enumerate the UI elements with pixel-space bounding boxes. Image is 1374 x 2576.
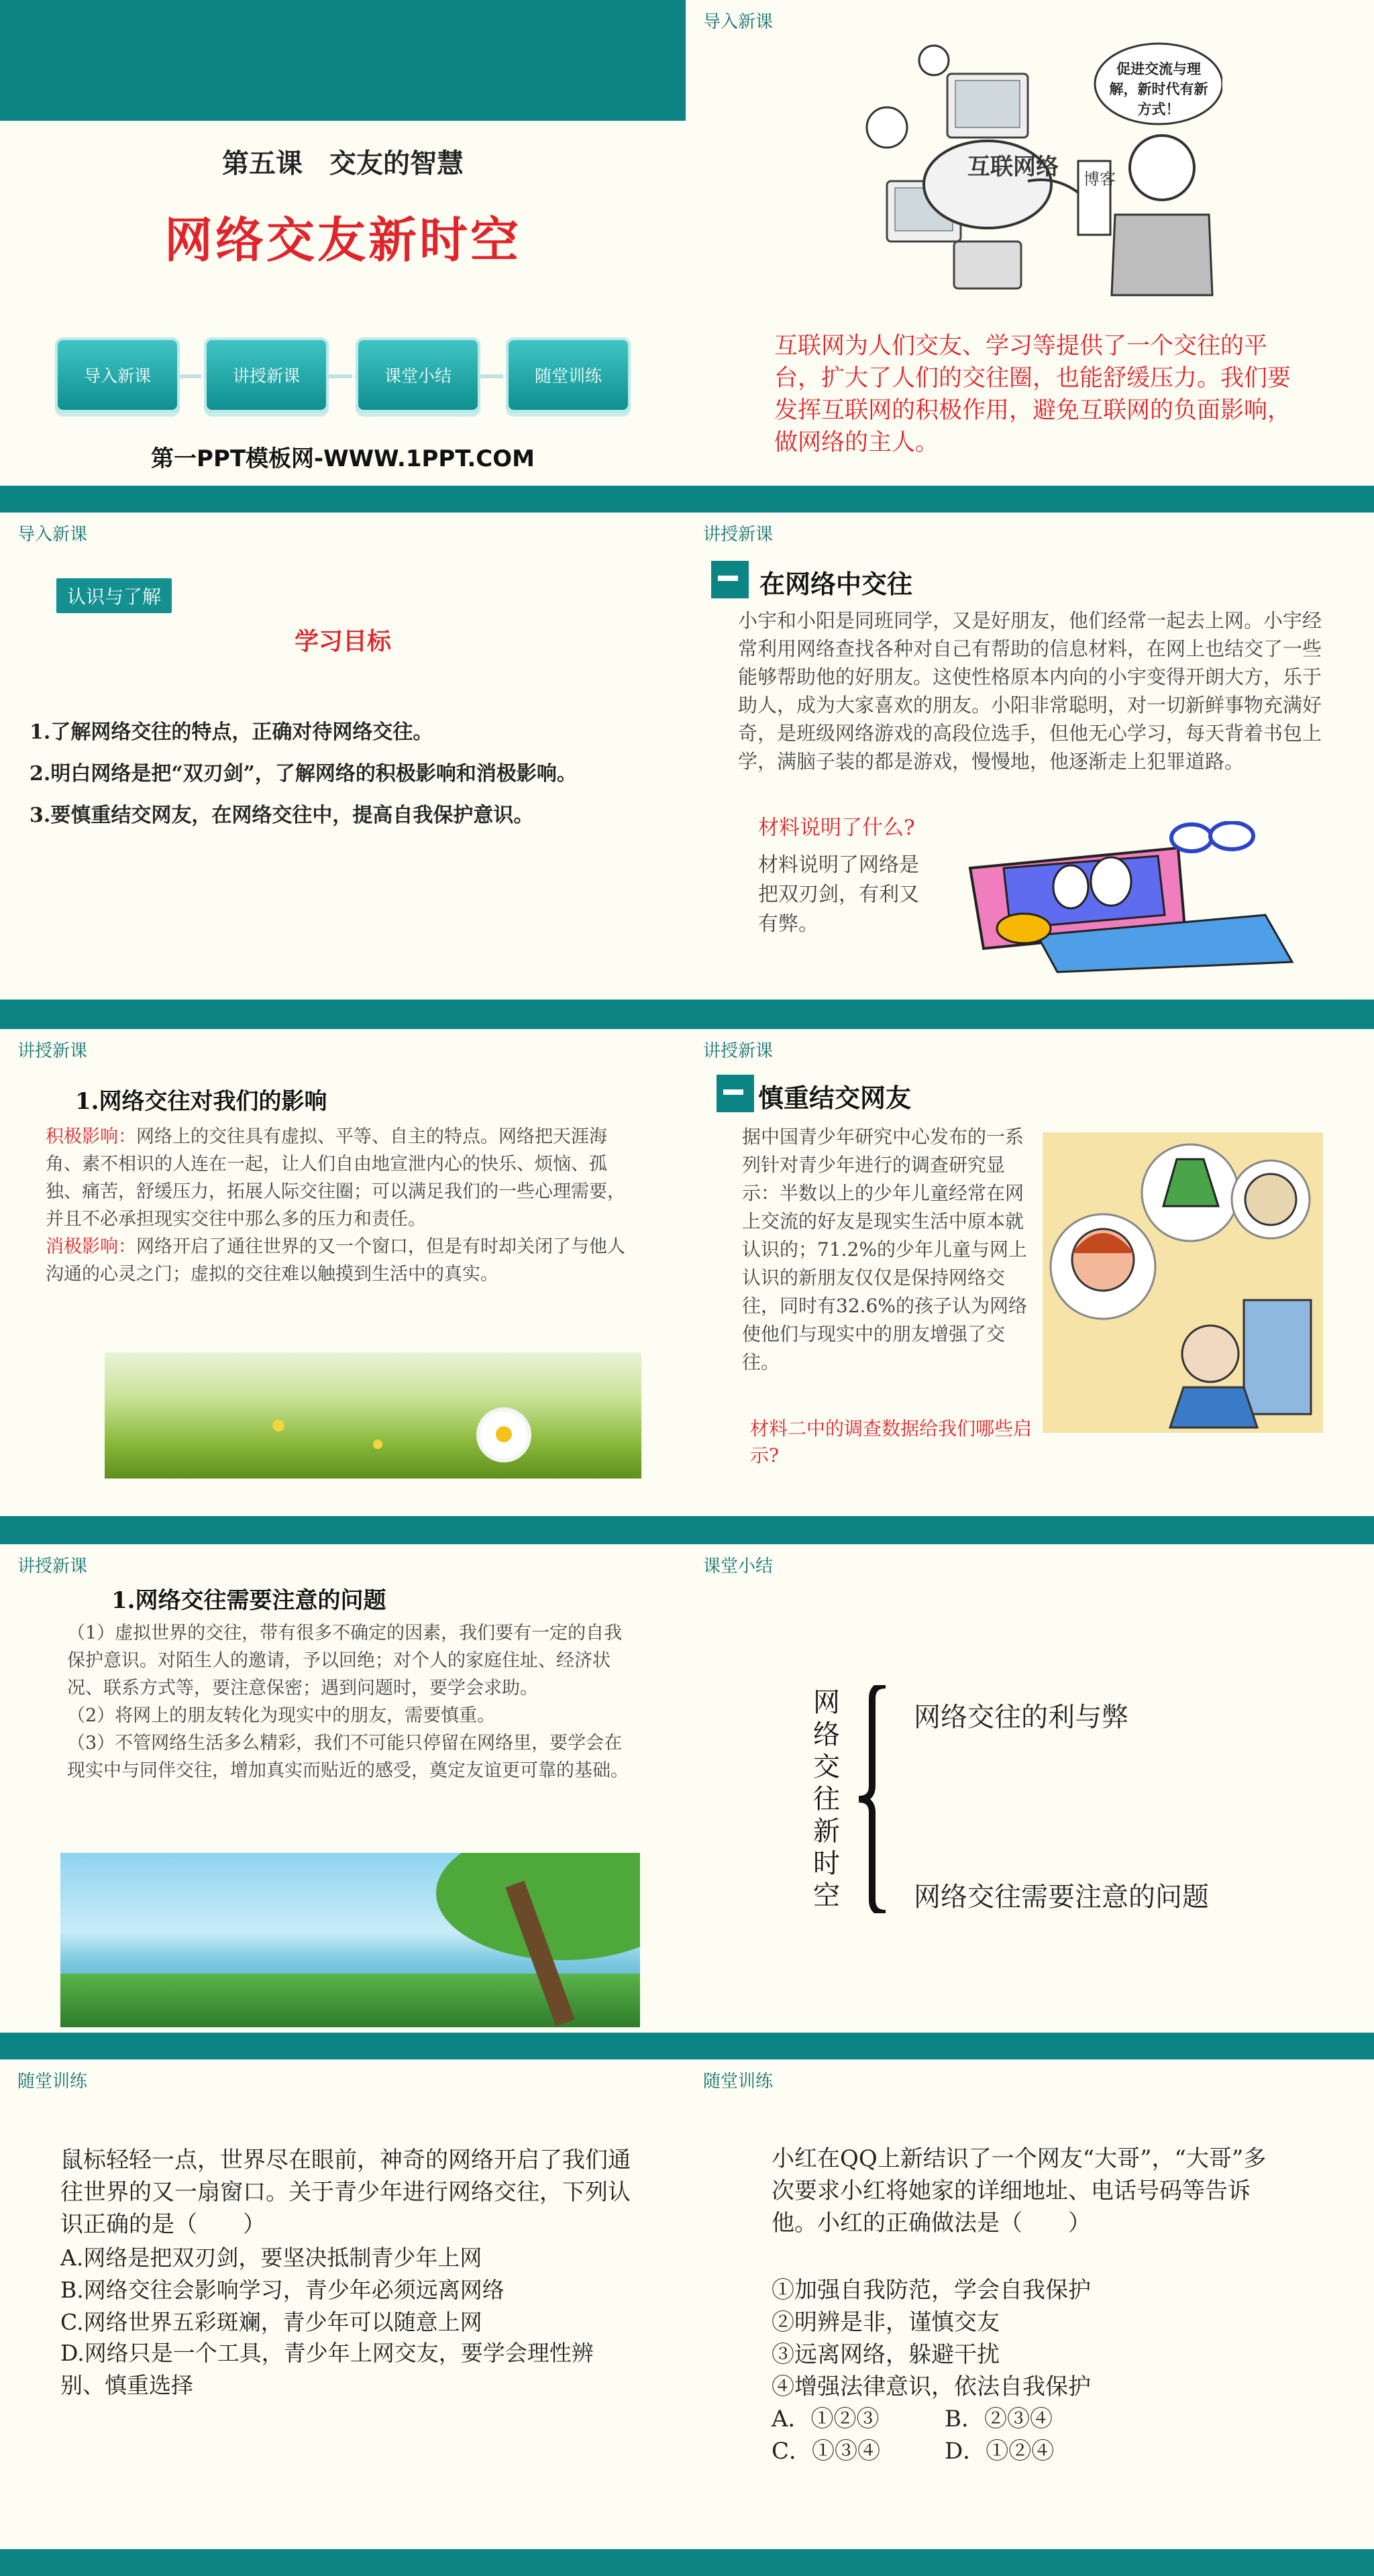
slide-practice-2 (686, 2059, 1374, 2549)
choice-d[interactable]: D．①②④ (945, 2438, 1055, 2465)
option-c[interactable]: C.网络世界五彩斑斓，青少年可以随意上网 (60, 2309, 482, 2335)
section-tag: 导入新课 (703, 12, 774, 32)
section-tag: 随堂训练 (703, 2072, 774, 2092)
nav-button-intro[interactable]: 导入新课 (55, 337, 180, 413)
statement-1: ①加强自我防范，学会自我保护 (772, 2277, 1091, 2304)
summary-branch-2: 网络交往需要注意的问题 (914, 1882, 1209, 1913)
nav-button-summary[interactable]: 课堂小结 (356, 337, 480, 413)
lake-landscape-image (60, 1853, 640, 2027)
option-b[interactable]: B.网络交往会影响学习，青少年必须远离网络 (60, 2277, 505, 2303)
material-text: 小宇和小阳是同班同学，又是好朋友，他们经常一起去上网。小宇经常利用网络查找各种对自己有帮助的信息材料，在网上也结交了一些能够帮助他的好朋友。这使性格原本内向的小宇变得开朗大方，乐于助人，成为大家喜欢的朋友。小阳非常聪明，对一切新鲜事物充满好奇，是班级网络游戏的高段位选手，但他无心学习，每天背着书包上学，满脑子装的都是游戏，慢慢地，他逐渐走上犯罪道路。 (738, 609, 1322, 773)
heading-icon (717, 1075, 754, 1112)
section-tag: 讲授新课 (17, 1041, 88, 1061)
choice-b[interactable]: B．②③④ (945, 2406, 1053, 2432)
section-heading: 慎重结交网友 (758, 1083, 912, 1113)
attention-text: （1）虚拟世界的交往，带有很多不确定的因素，我们要有一定的自我保护意识。对陌生人的邀请，予以回绝；对个人的家庭住址、经济状况、联系方式等，要注意保密；遇到问题时，要学会求助。 （2）将网上的朋友转化为现实中的朋友，需要慎重。 （3）不管网络生活多么精彩，我们不可能只停留在网络里，要学会在现实中与同伴交往，增加真实而贴近的感受，奠定友谊更可靠的基础。 (67, 1623, 629, 1781)
bottom-bar (0, 2549, 1374, 2576)
divider-bar (0, 2033, 1374, 2059)
summary-vertical-title: 网络交往新时空 (813, 1687, 840, 1911)
heading-icon (711, 561, 749, 598)
flower-meadow-image (105, 1352, 641, 1479)
summary-branch-1: 网络交往的利与弊 (914, 1702, 1128, 1733)
section-heading: 1.网络交往需要注意的问题 (111, 1587, 386, 1614)
slide-intro-cartoon (686, 0, 1374, 486)
choice-a[interactable]: A．①②③ (772, 2406, 880, 2432)
question-stem: 鼠标轻轻一点，世界尽在眼前，神奇的网络开启了我们通往世界的又一扇窗口。关于青少年进行网络交往，下列认识正确的是（ ） (60, 2147, 631, 2238)
divider-bar (0, 1000, 1374, 1029)
slide-objectives (0, 513, 686, 1000)
survey-text: 据中国青少年研究中心发布的一系列针对青少年进行的调查研究显示：半数以上的少年儿童经常在网上交流的好友是现实生活中原本就认识的；71.2%的少年儿童与网上认识的新朋友仅仅是保持网络交往，同时有32.6%的孩子认为网络使他们与现实中的朋友增强了交往。 (742, 1126, 1027, 1373)
objective-badge: 认识与了解 (56, 578, 172, 613)
section-tag: 导入新课 (17, 525, 88, 545)
site-link[interactable]: 第一PPT模板网-WWW.1PPT.COM (151, 445, 535, 472)
option-a[interactable]: A.网络是把双刃剑，要坚决抵制青少年上网 (60, 2245, 482, 2271)
positive-label: 积极影响： (46, 1126, 136, 1147)
speech-bubble-text: 促进交流与理解，新时代有新方式！ (1109, 61, 1208, 117)
negative-label: 消极影响： (46, 1236, 136, 1257)
option-d[interactable]: D.网络只是一个工具，青少年上网交友，要学会理性辨别、慎重选择 (60, 2340, 594, 2398)
statement-2: ②明辨是非，谨慎交友 (772, 2309, 1000, 2336)
section-tag: 讲授新课 (17, 1556, 88, 1576)
choice-c[interactable]: C．①③④ (772, 2438, 881, 2465)
negative-text: 网络开启了通往世界的又一个窗口，但是有时却关闭了与他人沟通的心灵之门；虚拟的交往难以触摸到生活中的真实。 (46, 1236, 625, 1285)
slide-online-interaction (686, 513, 1374, 1000)
slide-summary (686, 1544, 1374, 2033)
computer-mascot-image (957, 821, 1306, 975)
objective-heading: 学习目标 (294, 627, 391, 655)
section-tag: 讲授新课 (703, 1041, 774, 1061)
slide-practice-1 (0, 2059, 686, 2549)
cloud-label: 互联网络 (967, 154, 1059, 180)
section-tag: 讲授新课 (703, 525, 774, 545)
title-slide (0, 0, 686, 486)
divider-bar (0, 1516, 1374, 1544)
nav-button-lesson[interactable]: 讲授新课 (204, 337, 329, 413)
answer-text: 材料说明了网络是把双刃剑，有利又有弊。 (758, 853, 919, 936)
slide-attention (0, 1544, 686, 2033)
objective-item: 2.明白网络是把“双刃剑”，了解网络的积极影响和消极影响。 (30, 762, 577, 786)
divider-bar (0, 486, 1374, 513)
course-title: 第五课 交友的智慧 (222, 148, 464, 179)
influence-text (46, 1123, 629, 1288)
summary-brace (859, 1685, 899, 1913)
slide-careful-friends (686, 1029, 1374, 1516)
question-text: 材料二中的调查数据给我们哪些启示? (750, 1417, 1033, 1466)
blog-label: 博客 (1084, 170, 1116, 189)
section-heading: 在网络中交往 (759, 570, 913, 599)
slide-influence (0, 1029, 686, 1516)
objective-item: 3.要慎重结交网友，在网络交往中，提高自我保护意识。 (30, 804, 534, 827)
question-text: 材料说明了什么? (758, 816, 915, 840)
question-stem: 小红在QQ上新结识了一个网友“大哥”，“大哥”多次要求小红将她家的详细地址、电话号码等告诉他。小红的正确做法是（ ） (772, 2145, 1267, 2237)
positive-text: 网络上的交往具有虚拟、平等、自主的特点。网络把天涯海角、素不相识的人连在一起，让人们自由地宣泄内心的快乐、烦恼、孤独、痛苦，舒缓压力，拓展人际交往圈；可以满足我们的一些心理需要，并且不必承担现实交往中那么多的压力和责任。 (46, 1126, 625, 1230)
page-title: 网络交友新时空 (164, 212, 521, 268)
statement-4: ④增强法律意识，依法自我保护 (772, 2373, 1091, 2400)
nav-button-practice[interactable]: 随堂训练 (506, 337, 631, 413)
statement-3: ③远离网络，躲避干扰 (772, 2341, 1000, 2368)
intro-text: 互联网为人们交友、学习等提供了一个交往的平台，扩大了人们的交往圈，也能舒缓压力。我们要发挥互联网的积极作用，避免互联网的负面影响，做网络的主人。 (774, 333, 1291, 456)
objective-item: 1.了解网络交往的特点，正确对待网络交往。 (30, 720, 433, 744)
section-heading: 1.网络交往对我们的影响 (75, 1088, 327, 1115)
online-friends-image (1043, 1132, 1323, 1433)
section-tag: 课堂小结 (703, 1556, 774, 1576)
section-tag: 随堂训练 (17, 2072, 88, 2092)
